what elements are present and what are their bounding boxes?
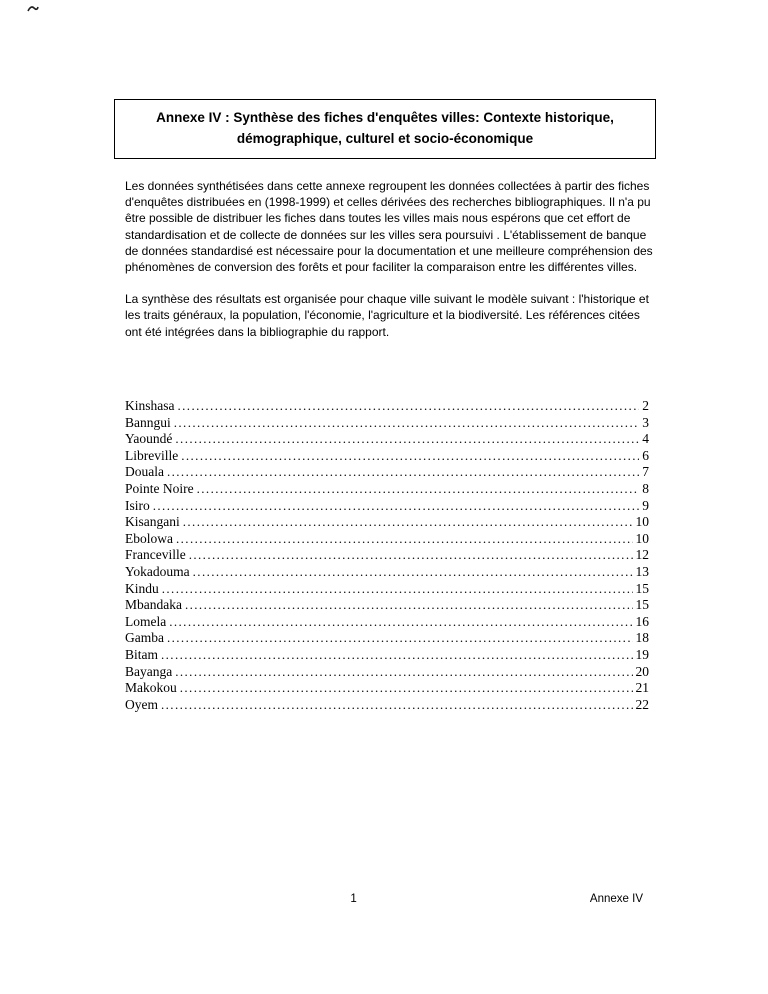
toc-entry-title: Kisangani: [125, 514, 180, 530]
toc-leader-dots: [178, 398, 640, 415]
body-text: [125, 178, 657, 356]
toc-leader-dots: [153, 498, 640, 515]
toc-entry-title: Isiro: [125, 497, 150, 513]
toc-leader-dots: [176, 531, 633, 548]
page-number: 1: [350, 893, 357, 905]
toc-entry-page: 20: [635, 663, 649, 679]
scan-artifact-mark: [27, 4, 39, 13]
toc-entry: [125, 597, 649, 614]
toc-entry: [125, 464, 649, 481]
toc-list: [125, 398, 649, 713]
toc-leader-dots: [185, 597, 633, 614]
toc-leader-dots: [167, 464, 639, 481]
toc-leader-dots: [175, 431, 639, 448]
toc-entry-title: Yaoundé: [125, 431, 173, 447]
paragraph-synthesis: La synthèse des résultats est organisée pour chaque ville suivant le modèle suivant : l'historique et les traits généraux, la population, l'économie, l'agriculture et la biodiversité. Les références citées ont été intégrées dans la bibliographie du rapport.: [125, 292, 649, 339]
toc-entry-page: 6: [642, 447, 649, 463]
toc-leader-dots: [161, 697, 633, 714]
toc-entry-page: 10: [635, 530, 649, 546]
toc-leader-dots: [180, 680, 633, 697]
title-line-2: démographique, culturel et socio-économique: [236, 131, 534, 146]
toc-entry-page: 9: [642, 497, 649, 513]
toc-entry-page: 8: [642, 480, 649, 496]
toc-entry-title: Douala: [125, 464, 164, 480]
toc-entry: [125, 514, 649, 531]
toc-entry-title: Ebolowa: [125, 530, 173, 546]
toc-entry-page: 15: [635, 580, 649, 596]
toc-entry: [125, 398, 649, 415]
toc-entry: [125, 614, 649, 631]
toc-entry-page: 2: [642, 398, 649, 413]
toc-entry-page: 10: [635, 514, 649, 530]
toc-entry-title: Bitam: [125, 646, 158, 662]
toc-entry-title: Yokadouma: [125, 563, 190, 579]
toc-entry: [125, 448, 649, 465]
toc-leader-dots: [193, 564, 633, 581]
toc-entry-title: Bayanga: [125, 663, 173, 679]
toc-entry: [125, 647, 649, 664]
toc-entry: [125, 415, 649, 432]
toc-entry-title: Mbandaka: [125, 597, 182, 613]
footer-annexe-label: Annexe IV: [589, 893, 643, 905]
toc-entry-title: Libreville: [125, 447, 179, 463]
toc-entry: [125, 547, 649, 564]
toc-leader-dots: [175, 664, 632, 681]
toc-leader-dots: [162, 581, 633, 598]
toc-entry-title: Kindu: [125, 580, 159, 596]
toc-entry: [125, 697, 649, 714]
toc-entry-page: 19: [635, 646, 649, 662]
toc-entry-page: 7: [642, 464, 649, 480]
toc-entry-title: Lomela: [125, 613, 167, 629]
toc-entry-title: Franceville: [125, 547, 186, 563]
toc-entry: [125, 431, 649, 448]
toc-entry-page: 22: [635, 696, 649, 712]
toc-entry-page: 18: [635, 630, 649, 646]
toc-leader-dots: [174, 415, 640, 432]
toc-entry-page: 13: [635, 563, 649, 579]
toc-leader-dots: [167, 630, 633, 647]
toc-entry: [125, 680, 649, 697]
title-box: [114, 99, 656, 159]
toc-entry-page: 15: [635, 597, 649, 613]
toc-entry: [125, 630, 649, 647]
toc-entry: [125, 498, 649, 515]
toc-leader-dots: [189, 547, 633, 564]
title-line-1: Annexe IV : Synthèse des fiches d'enquêtes villes: Contexte historique,: [156, 110, 614, 125]
toc-entry: [125, 664, 649, 681]
toc-leader-dots: [169, 614, 632, 631]
toc-leader-dots: [197, 481, 640, 498]
toc-entry-page: 16: [635, 613, 649, 629]
toc-leader-dots: [181, 448, 639, 465]
toc-entry: [125, 564, 649, 581]
toc-entry: [125, 581, 649, 598]
toc-leader-dots: [161, 647, 633, 664]
toc-entry: [125, 531, 649, 548]
toc-leader-dots: [183, 514, 633, 531]
toc-entry-title: Pointe Noire: [125, 480, 194, 496]
toc-entry-page: 3: [642, 414, 649, 430]
paragraph-introduction: Les données synthétisées dans cette annexe regroupent les données collectées à partir des fiches d'enquêtes distribuées en (1998-1999) et celles dérivées des recherches bibliographiques. Il n'a pu être possible de distribuer les fiches dans toutes les villes mais nous espérons que cet effort de standardisation et de collecte de données sur les villes sera poursuivi . L'établissement de banque de données standardisé est nécessaire pour la documentation et une meilleure compréhension des phénomènes de conversion des forêts et pour faciliter la comparaison entre les différentes villes.: [125, 179, 653, 275]
toc-entry-title: Gamba: [125, 630, 164, 646]
toc-entry-title: Kinshasa: [125, 398, 175, 413]
page-footer: [125, 893, 649, 909]
toc-entry-page: 12: [635, 547, 649, 563]
toc-entry-title: Oyem: [125, 696, 158, 712]
toc-entry: [125, 481, 649, 498]
toc-entry-title: Makokou: [125, 680, 177, 696]
toc-entry-page: 4: [642, 431, 649, 447]
toc-entry-title: Banngui: [125, 414, 171, 430]
toc-entry-page: 21: [635, 680, 649, 696]
